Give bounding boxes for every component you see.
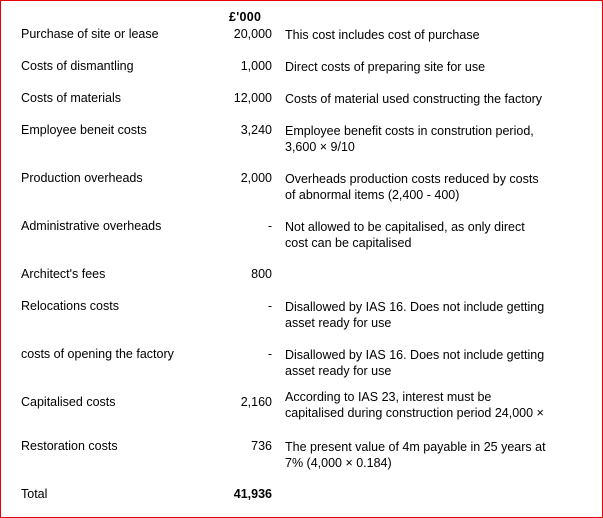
row-amount: 3,240 (240, 123, 272, 137)
note-line: Disallowed by IAS 16. Does not include getting (285, 348, 545, 362)
row-label: Production overheads (21, 171, 143, 185)
row-amount: 2,000 (240, 171, 272, 185)
row-label: Capitalised costs (21, 395, 116, 409)
note-line: capitalised during construction period 24,000 × (285, 406, 544, 420)
note-line: 7% (4,000 × 0.184) (285, 456, 392, 470)
row-amount: 736 (251, 439, 272, 453)
row-note (285, 439, 600, 471)
row-amount: 800 (251, 267, 272, 281)
row-amount: 20,000 (233, 27, 272, 41)
row-amount: - (267, 299, 272, 313)
row-label: Employee beneit costs (21, 123, 147, 137)
note-line: 3,600 × 9/10 (285, 140, 355, 154)
note-line: Overheads production costs reduced by costs (285, 172, 539, 186)
note-line: This cost includes cost of purchase (285, 28, 480, 42)
row-note (285, 171, 600, 203)
row-note (285, 389, 600, 421)
row-note (285, 123, 600, 155)
note-line: asset ready for use (285, 364, 392, 378)
row-amount: 2,160 (240, 395, 272, 409)
note-line: Direct costs of preparing site for use (285, 60, 486, 74)
row-label: costs of opening the factory (21, 347, 174, 361)
note-line: cost can be capitalised (285, 236, 412, 250)
row-amount: 12,000 (233, 91, 272, 105)
row-note (285, 299, 600, 331)
note-line: Employee benefit costs in constrution period, (285, 124, 534, 138)
note-line: of abnormal items (2,400 - 400) (285, 188, 460, 202)
note-line: asset ready for use (285, 316, 392, 330)
note-line: Costs of material used constructing the factory (285, 92, 543, 106)
row-label: Restoration costs (21, 439, 118, 453)
note-line: Not allowed to be capitalised, as only direct (285, 220, 525, 234)
row-amount: 1,000 (240, 59, 272, 73)
row-note (285, 347, 600, 379)
row-label: Administrative overheads (21, 219, 162, 233)
row-label: Costs of materials (21, 91, 122, 105)
note-line: The present value of 4m payable in 25 years at (285, 440, 546, 454)
row-label: Costs of dismantling (21, 59, 134, 73)
row-amount: - (267, 347, 272, 361)
unit-header: £'000 (229, 10, 262, 24)
row-note (285, 59, 600, 75)
row-note (285, 27, 600, 43)
row-label: Purchase of site or lease (21, 27, 159, 41)
row-note (285, 91, 600, 107)
note-line: According to IAS 23, interest must be (285, 390, 492, 404)
total-label: Total (21, 487, 48, 501)
row-amount: - (267, 219, 272, 233)
row-label: Architect's fees (21, 267, 106, 281)
row-note (285, 219, 600, 251)
total-amount: 41,936 (233, 487, 272, 501)
row-label: Relocations costs (21, 299, 119, 313)
note-line: Disallowed by IAS 16. Does not include getting (285, 300, 545, 314)
